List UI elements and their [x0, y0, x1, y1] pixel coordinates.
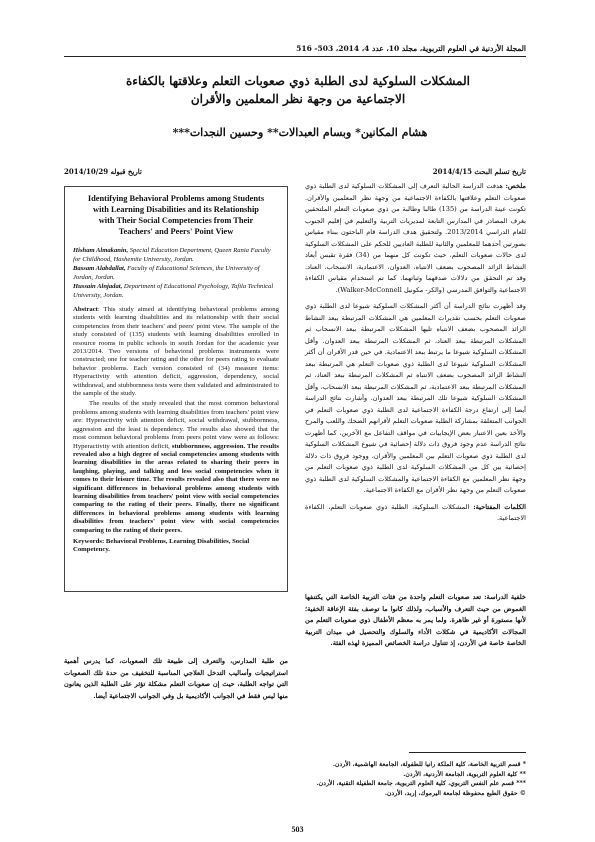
keywords-arabic [305, 502, 526, 525]
abstract-arabic [305, 181, 526, 530]
journal-header: المجلة الأردنية في العلوم التربوية، مجلد 10، عدد 4، 2014، 503- 516 [296, 44, 526, 53]
header-rule [64, 56, 526, 57]
footnote: ** كلية العلوم التربوية، الجامعة الأردنية، الأردن. [403, 770, 526, 778]
intro-left-column: من طلبة المدارس، والتعرف إلى طبيعة تلك الصعوبات، كما يدرس أهمية استراتيجيات وأساليب التدخل العلاجي المناسبة للتخفيف من حدة تلك الصعوبات التي تواجه الطلبة، حيث إن صعوبات التعلم مشكلة تؤثر على الطلبة الذين يعانون منها ليس فقط في الجوانب الأكاديمية بل وفي الجوانب الاجتماعية أيضا. [64, 657, 288, 700]
intro-right-column: خلفية الدراسة: تعد صعوبات التعلم واحدة من فئات التربية الخاصة التي يكتنفها الغموض من حيث التعرف والأسباب، ولذلك كانوا ما توصف بفئة الإعاقة الخفية؛ لأنها مستورة أو غير ظاهرة. ولما يمر به معظم الأطفال ذوي صعوبات التعلم من المجالات الأكاديمية في شكلات الأداء والسلوك والتحصيل في ميدان التربية الخاصة خاصة في الأردن، إذ تتناول دراسة الخصائص المميزة لهذه الفئة. [305, 593, 526, 647]
keywords-english [73, 538, 279, 555]
abstract-arabic-p2: وقد أظهرت نتائج الدراسة أن أكثر المشكلات السلوكية شيوعا لدى الطلبة ذوي صعوبات التعلم بحسب تقديرات المعلمين هي المشكلات المرتبطة ببعد النشاط الزائد المصحوب بضعف الانتباه تليها المشكلات المرتبطة ببعد الانسحاب ثم المشكلات المرتبطة ببعد العناد، ثم المشكلات المرتبطة ببعد العدوان. وأقل المشكلات السلوكية شيوعا ما يرتبط ببعد الاعتمادية. في حين قدر الأقران أن أكثر المشكلات السلوكية شيوعا لدى الطلبة ذوي صعوبات التعلم هي المرتبطة ببعد النشاط الزائد المصحوب بضعف الانتباه ثم المشكلات المرتبطة ببعد العناد، ثم المشكلات المرتبطة ببعد الاعتمادية، ثم المشكلات المرتبطة ببعد الانسحاب، وأقل المشكلات السلوكية شيوعا تلك المرتبطة ببعد العدوان. وأشارت نتائج الدراسة أيضا إلى ارتفاع درجة الكفاءة الاجتماعية لدى الطلبة ذوي صعوبات التعلم في الجوانب المتعلقة بمشاركة الطلبة صعوبات التعلم لأقرانهم الضحك واللعب والمرح والأخذ بعين الاعتبار بعض الإيجابيات في مواقف التفاعل مع الآخرين، كما أظهرت نتائج الدراسة عدم وجود فروق ذات دلالة إحصائية في شيوع المشكلات السلوكية لدى الطلبة ذوي صعوبات التعلم بين المعلمين والأقران، ووجود فروق ذات دلالة إحصائية بين كل من المشكلات السلوكية لدى الطلبة ذوي صعوبات التعلم من وجهة نظر المعلمين مع الكفاءة الاجتماعية والمشكلات السلوكية لدى الطلبة ذوي صعوبات التعلم من وجهة نظر الأقران مع الكفاءة الاجتماعية. [305, 302, 526, 494]
keywords-arabic-text: المشكلات السلوكية، الطلبة ذوي صعوبات التعلم، الكفاءة الاجتماعية. [305, 502, 526, 522]
footnote: *** قسم علم النفس التربوي، كلية العلوم التربوية، جامعة الطفيلة التقنية، الأردن. [316, 780, 526, 788]
date-received: تاريخ تسلم البحث 2014/4/15 [432, 167, 526, 176]
page-number: 503 [291, 825, 304, 834]
author-entry [73, 283, 279, 300]
abstract-english-p2 [73, 400, 279, 535]
footnote: * قسم التربية الخاصة، كلية الملكة رانيا للطفولة، الجامعة الهاشمية، الأردن. [332, 761, 526, 768]
article-title-arabic: المشكلات السلوكية لدى الطلبة ذوي صعوبات التعلم وعلاقتها بالكفاءة الاجتماعية من وجهة نظر المعلمين والأقران [126, 74, 470, 106]
author-affiliation: Faculty of Educational Sciences, the University of Jordan, Jordan. [73, 265, 260, 281]
author-entry [73, 265, 279, 282]
abstract-english-box [64, 186, 288, 592]
abstract-english-text-3: stubbornness, aggression. The results revealed also a high degree of social competencies among students with learning disabilities in the areas related to sharing their peers in laughing, playing, and talking and less social competencies when it comes to their leisure time. The results revealed also that there were no significant differences in behavioral problems among students with learning disabilities from teachers' point view with social competencies comparing to the rating of their peers. Finally, there no significant differences in behavioral problems among students with learning disabilities from teachers' point view with social competencies comparing to the rating of their peers. [73, 442, 279, 534]
abstract-english [73, 306, 279, 535]
authors-arabic: هشام المكانين* وبسام العبدالات** وحسين النجدات*** [172, 126, 428, 139]
abstract-arabic-label: ملخص: [505, 182, 526, 190]
author-name: Hussain Alnjadat, [73, 283, 123, 290]
abstract-english-label: Abstract [73, 306, 98, 313]
footnotes [305, 760, 526, 798]
author-name: Hisham Almakanin, [73, 247, 129, 254]
date-accepted: تاريخ قبوله 2014/10/29 [64, 167, 142, 176]
author-entry [73, 247, 279, 264]
footnote: © حقوق الطبع محفوظة لجامعة اليرموك، إربد، الأردن. [384, 789, 526, 797]
abstract-arabic-p1 [305, 181, 526, 296]
article-title-english: Identifying Behavioral Problems among Students with Learning Disabilities and its Relationship with Their Social Competencies from Their Teachers' and Peers' Point View [87, 194, 265, 236]
abstract-english-p1 [73, 306, 279, 398]
author-affiliation: Special Education Department, Queen Rania Faculty for Childhood, Hashemite University, Jordan. [73, 247, 271, 263]
keywords-english-text: Behavioral Problems, Learning Disabilities, Social Competency. [73, 537, 250, 554]
keywords-arabic-label: الكلمات المفتاحية: [473, 502, 526, 511]
author-name: Bassam Alabdallat, [73, 265, 126, 272]
footnote-rule [409, 752, 526, 753]
abstract-arabic-text-1: هدفت الدراسة الحالية التعرف إلى المشكلات السلوكية لدى الطلبة ذوي صعوبات التعلم وعلاقتها بالكفاءة الاجتماعية من وجهة نظر المعلمين والأقران. تكونت عينة الدراسة من (135) طالبا وطالبة من ذوي صعوبات التعلم الملتحقين بغرف المصادر في المدارس التابعة لمديريات التربية والتعليم في إقليم الجنوب للعام الدراسي 2013/2014. ولتحقيق هدف الدراسة قام الباحثون ببناء مقياس بصورتين أحدهما للمعلمين والثانية للطلبة العاديين للحكم على المشكلات السلوكية لدى حالات صعوبات التعلم، حيث تكونت كل منهما من (34) فقرة تقيس أبعاد النشاط الزائد المصحوب بضعف الانتباه، العدوان، الاعتمادية، الانسحاب، العناد. وقد تم التحقق من دلالات صدقهما وثباتهما. كما تم استخدام مقياس الكفاءة الاجتماعية والتوافق المدرسي (والكر- مكونيل Walker-McConnell). [305, 182, 526, 294]
abstract-english-text-1: : This study aimed at identifying behavioral problems among students with learning disabilities and its relationship with their social competencies from their teachers' and peers' point view. The sample of the study consisted of (135) students with learning disabilities enrolled in resource rooms in public schools in south Jordan for the academic year 2013/2014. Two versions of behavioral problems instruments were constructed; one for teacher rating and the other for peers rating to evaluate behavior problems. Each version consisted of (34) measure items: Hyperactivity with attention deficit, aggression, dependency, social withdrawal, and stubbornness tests were then validated and administrated to the sample of the study. [73, 306, 279, 398]
keywords-english-label: Keywords: [73, 537, 105, 545]
abstract-english-text-2: The results of the study revealed that the most common behavioral problems among students with learning disabilities from teachers' point view are: Hyperactivity with attention deficit, social withdrawal, stubbornness, aggression and the least is dependency. The results also showed that the most common behavioral problems from peers point view were as follows: Hyperactivity with attention deficit, [73, 400, 279, 450]
authors-english [73, 247, 279, 300]
author-affiliation: Department of Educational Psychology, Tafila Technical University, Jordan. [73, 283, 274, 299]
